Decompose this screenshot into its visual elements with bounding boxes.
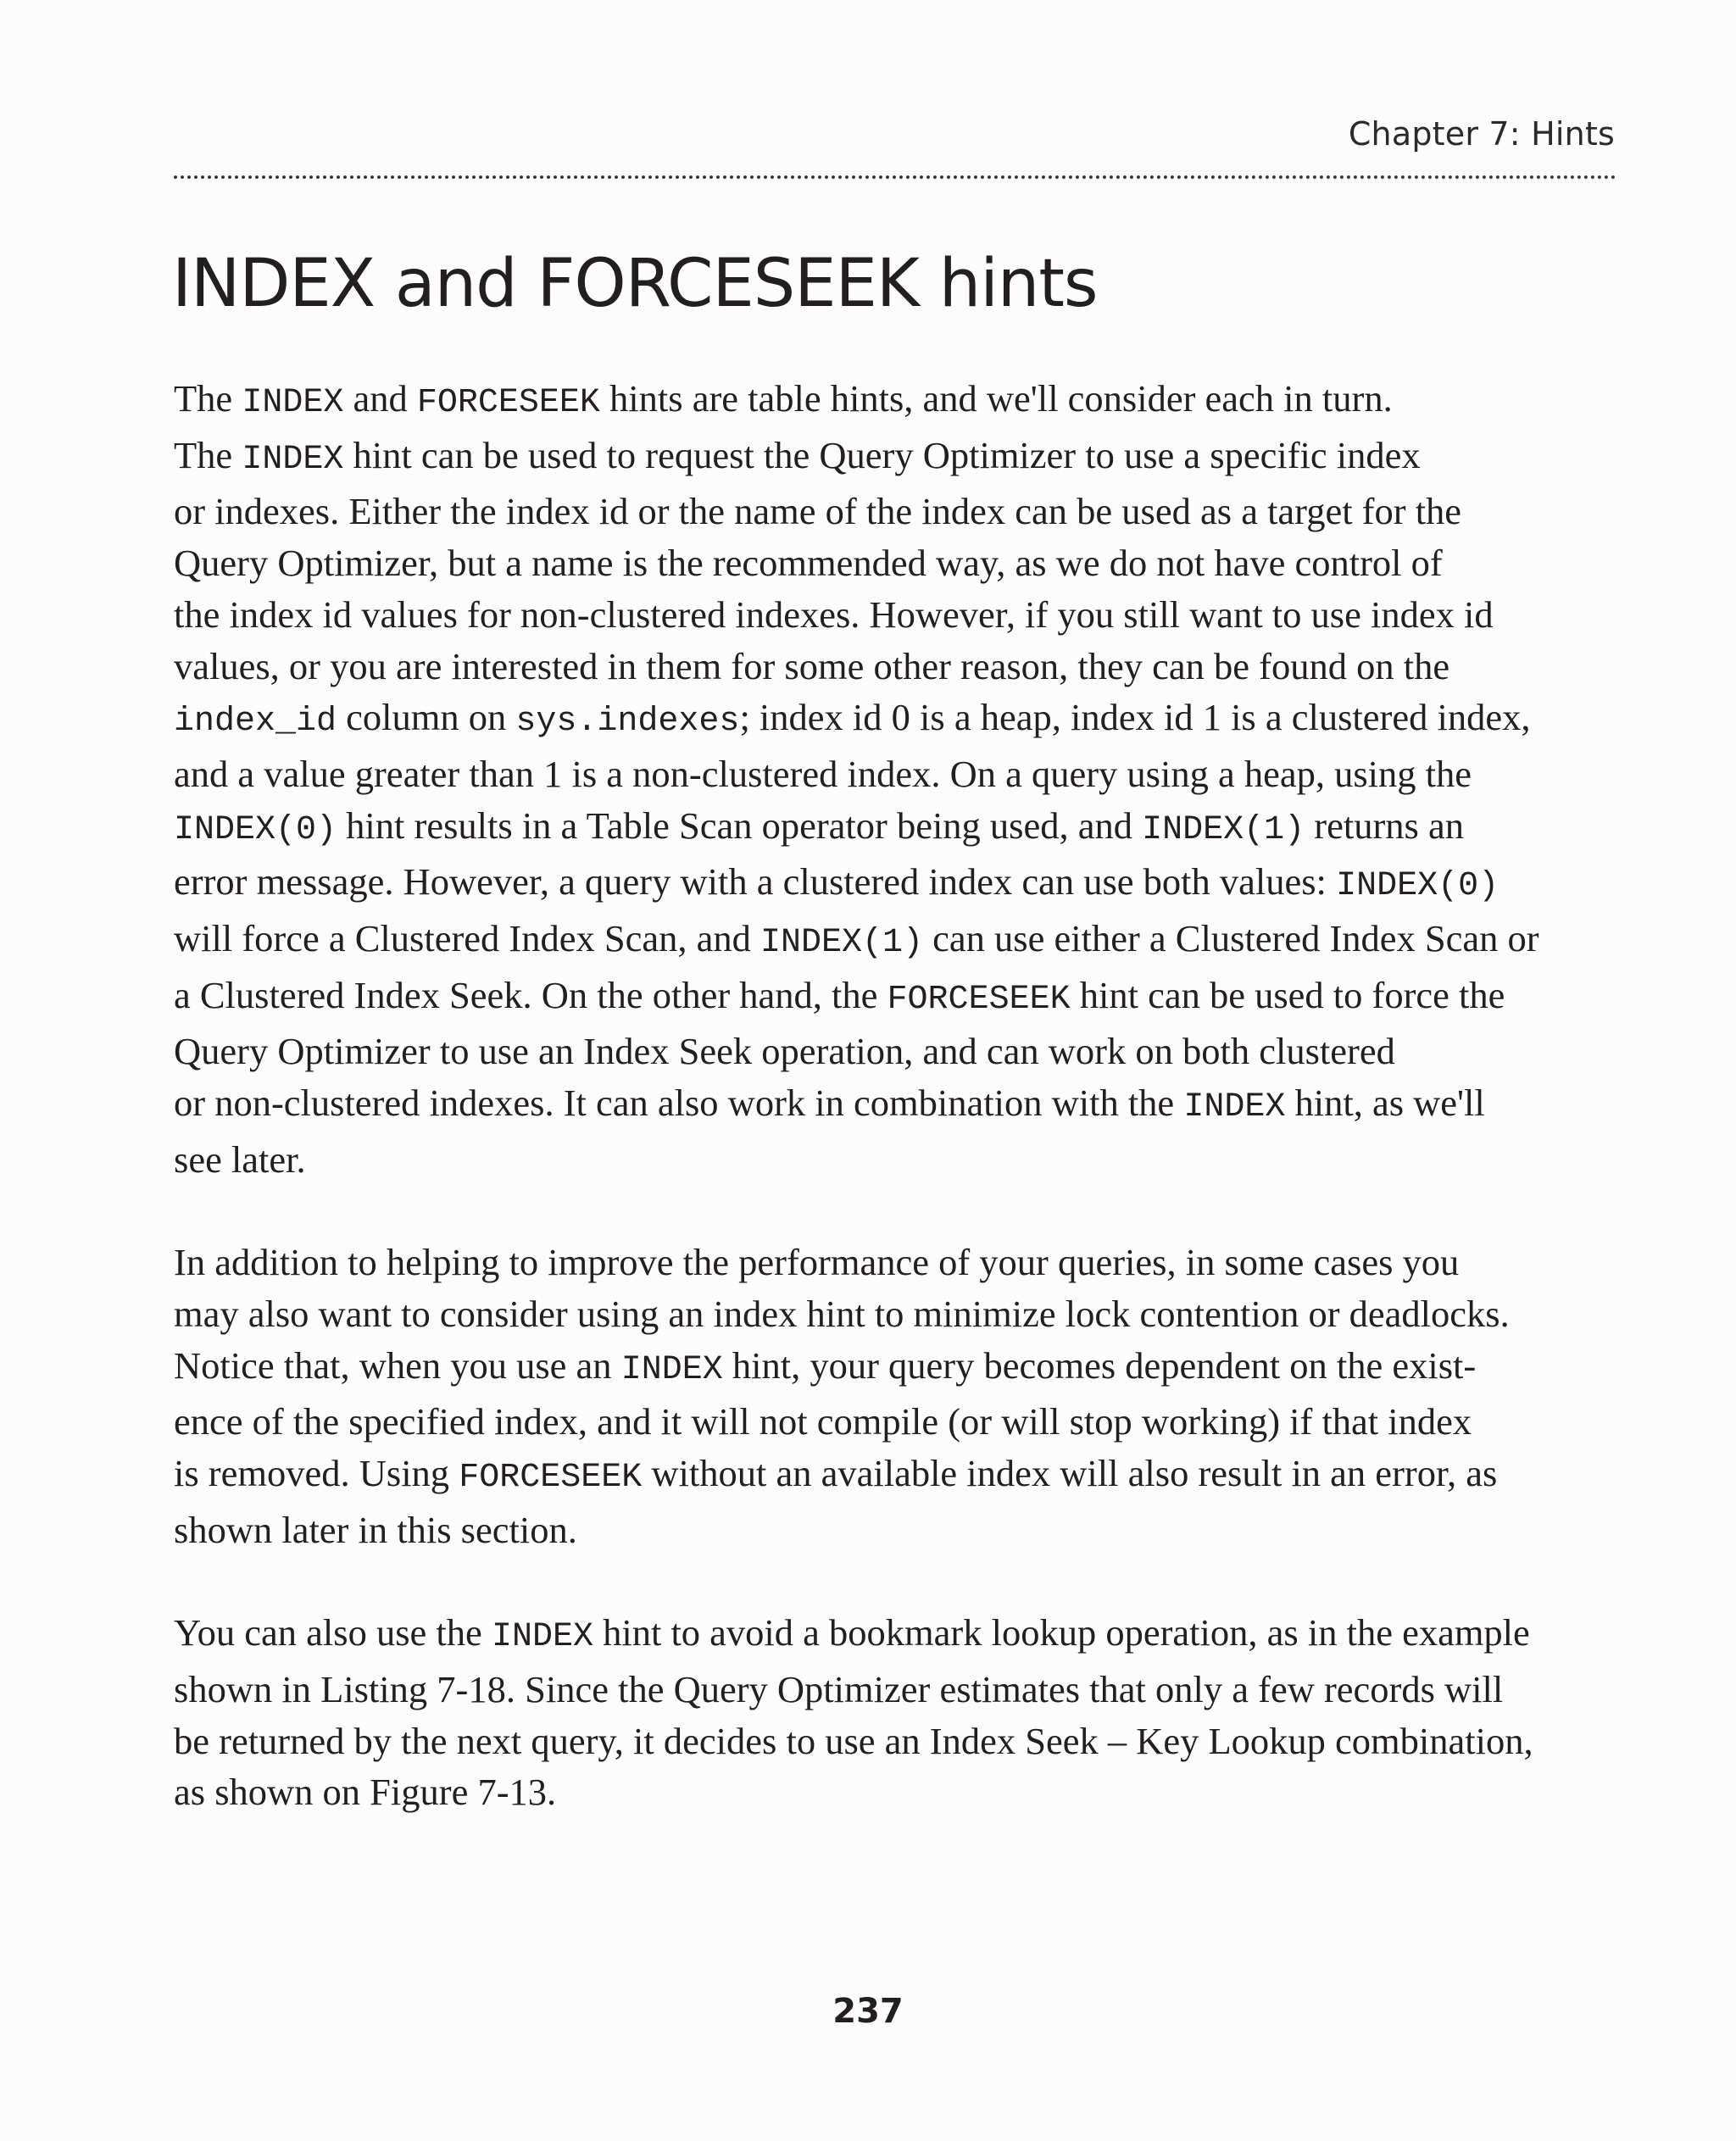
inline-code: INDEX(0) (1336, 867, 1500, 906)
text-line: is removed. Using FORCESEEK without an available index will also result in an error, as (174, 1452, 1498, 1498)
inline-code: index_id (174, 703, 337, 742)
inline-code: FORCESEEK (416, 384, 600, 422)
inline-code: INDEX (491, 1618, 593, 1657)
text-line: The INDEX and FORCESEEK hints are table hints, and we'll consider each in turn. (174, 377, 1393, 422)
inline-code: INDEX (1183, 1088, 1286, 1127)
running-head: Chapter 7: Hints (1348, 115, 1615, 153)
inline-code: INDEX (242, 440, 344, 479)
page-number: 237 (832, 1992, 904, 2031)
text-line: will force a Clustered Index Scan, and INDEX(1) can use either a Clustered Index Scan or (174, 917, 1539, 963)
text-line: The INDEX hint can be used to request the Query Optimizer to use a specific index (174, 433, 1421, 479)
inline-code: INDEX(1) (1142, 810, 1305, 849)
text-line: shown in Listing 7-18. Since the Query Optimizer estimates that only a few records will (174, 1667, 1504, 1710)
text-line: the index id values for non-clustered indexes. However, if you still want to use index id (174, 592, 1494, 636)
text-line: Notice that, when you use an INDEX hint, your query becomes dependent on the exist- (174, 1343, 1477, 1389)
header-dotted-rule (174, 175, 1616, 179)
text-line: index_id column on sys.indexes; index id 0 is a heap, index id 1 is a clustered index, (174, 696, 1531, 742)
text-line: or indexes. Either the index id or the name of the index can be used as a target for the (174, 490, 1462, 533)
inline-code: INDEX (620, 1350, 723, 1389)
paragraph (174, 1607, 1632, 1818)
text-line: values, or you are interested in them for some other reason, they can be found on the (174, 644, 1450, 687)
paragraph (174, 1237, 1632, 1555)
text-line: Query Optimizer, but a name is the recommended way, as we do not have control of (174, 542, 1443, 585)
text-line: ence of the specified index, and it will not compile (or will stop working) if that index (174, 1400, 1472, 1443)
text-line: and a value greater than 1 is a non-clustered index. On a query using a heap, using the (174, 752, 1472, 795)
text-line: see later. (174, 1137, 306, 1181)
text-line: or non-clustered indexes. It can also work in combination with the INDEX hint, as we'll (174, 1082, 1485, 1127)
text-line: be returned by the next query, it decides to use an Index Seek – Key Lookup combination, (174, 1719, 1533, 1762)
text-line: In addition to helping to improve the performance of your queries, in some cases you (174, 1241, 1460, 1284)
text-line: as shown on Figure 7-13. (174, 1771, 557, 1814)
section-title: INDEX and FORCESEEK hints (172, 246, 1098, 322)
inline-code: FORCESEEK (459, 1459, 643, 1498)
paragraph (174, 373, 1632, 1186)
inline-code: INDEX(1) (760, 924, 924, 963)
text-line: a Clustered Index Seek. On the other hand, the FORCESEEK hint can be used to force the (174, 973, 1505, 1019)
text-line: shown later in this section. (174, 1508, 577, 1551)
text-line: You can also use the INDEX hint to avoid a bookmark lookup operation, as in the example (174, 1611, 1530, 1657)
inline-code: INDEX(0) (174, 810, 337, 849)
body-text (174, 373, 1632, 1818)
inline-code: sys.indexes (515, 703, 740, 742)
text-line: Query Optimizer to use an Index Seek operation, and can work on both clustered (174, 1030, 1395, 1073)
text-line: error message. However, a query with a clustered index can use both values: INDEX(0) (174, 860, 1500, 906)
inline-code: FORCESEEK (887, 980, 1071, 1019)
inline-code: INDEX (242, 384, 344, 422)
text-line: may also want to consider using an index hint to minimize lock contention or deadlocks. (174, 1292, 1510, 1335)
text-line: INDEX(0) hint results in a Table Scan operator being used, and INDEX(1) returns an (174, 804, 1464, 849)
